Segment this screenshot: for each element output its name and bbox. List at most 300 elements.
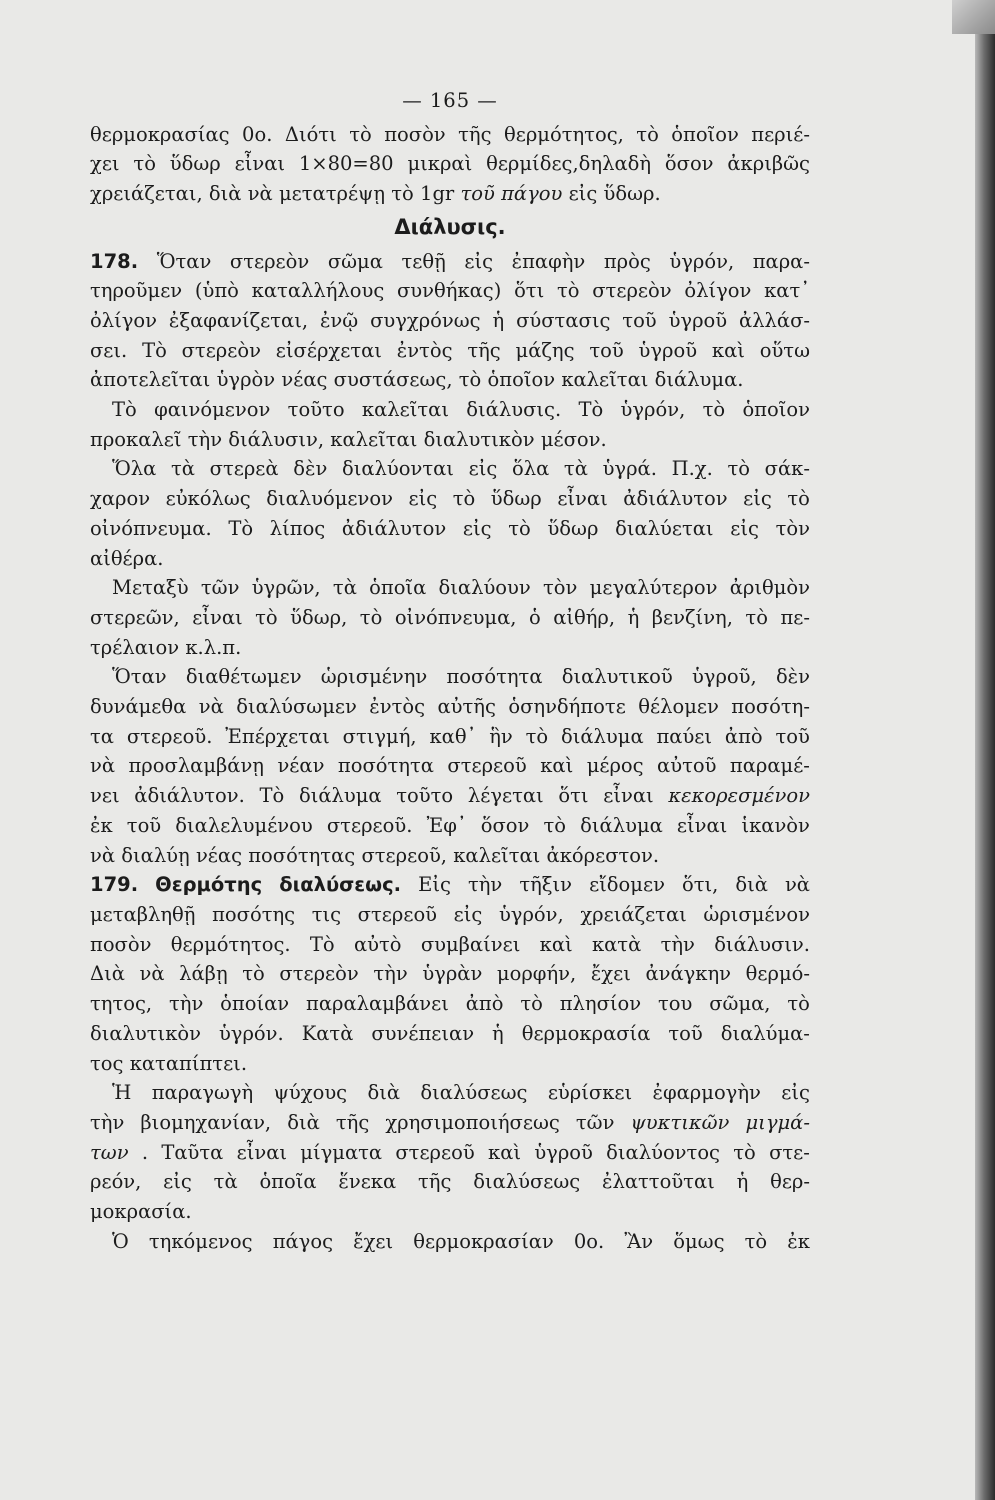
word: καθ᾽ bbox=[429, 724, 477, 748]
word: μίγματα bbox=[300, 1140, 383, 1164]
word: τος bbox=[90, 1051, 124, 1075]
text-line-l01 bbox=[90, 120, 810, 150]
word: διαλύοντος bbox=[606, 1140, 720, 1164]
word: ὑγρόν, bbox=[669, 249, 735, 273]
word: λίπος bbox=[269, 516, 326, 540]
word: τρέλαιον bbox=[90, 635, 180, 659]
word: οὕτω bbox=[759, 338, 810, 362]
word: κατ᾽ bbox=[764, 279, 810, 303]
word: μοκρασία. bbox=[90, 1200, 192, 1224]
word: ὁποῖον bbox=[742, 398, 810, 422]
word: διαλύουν bbox=[438, 576, 531, 600]
word: χρειάζεται, bbox=[90, 182, 203, 206]
word: διαλυτικὸν bbox=[90, 1021, 201, 1045]
text-line-l28 bbox=[90, 959, 810, 989]
word: πάγου bbox=[501, 182, 563, 206]
word: τητος, bbox=[90, 992, 153, 1016]
text-line-l30 bbox=[90, 1019, 810, 1049]
word: Διότι bbox=[284, 122, 337, 146]
word: εἰς bbox=[568, 182, 598, 206]
word: ὑγροῦ bbox=[638, 338, 698, 362]
word: τὸ bbox=[556, 279, 580, 303]
word: σει. bbox=[90, 338, 128, 362]
word: διάλυμα. bbox=[654, 368, 744, 392]
word: συμβαίνει bbox=[420, 932, 521, 956]
word: διαλελυμένου bbox=[175, 813, 313, 837]
text-line-l36 bbox=[90, 1197, 810, 1227]
word: ὑγρόν. bbox=[218, 1021, 284, 1045]
word: τοῦτο bbox=[396, 784, 454, 808]
word: 0ο. bbox=[573, 1229, 605, 1253]
word: ὁποῖον bbox=[487, 368, 556, 392]
word: εἰς bbox=[468, 457, 498, 481]
word: Τὸ bbox=[309, 932, 335, 956]
word: τὸ bbox=[349, 122, 372, 146]
word: ὕδωρ bbox=[547, 516, 599, 540]
word: ἀδιάλυτον. bbox=[134, 784, 245, 808]
word: διάλυσιν. bbox=[714, 932, 810, 956]
word: των bbox=[90, 1140, 129, 1164]
text-line-l25 bbox=[90, 870, 810, 900]
word: ἔχει bbox=[353, 1229, 394, 1253]
word: ὁποῖα bbox=[259, 1170, 317, 1194]
word: στερεοῦ bbox=[357, 902, 438, 926]
word: τῆξιν bbox=[519, 873, 573, 897]
word: τὸν bbox=[543, 576, 578, 600]
word: τοῦτο bbox=[287, 398, 345, 422]
word: θερμότητος, bbox=[503, 122, 624, 146]
word: νὰ bbox=[90, 754, 116, 778]
word: ὀλίγον bbox=[684, 279, 752, 303]
word: Τὸ bbox=[259, 784, 285, 808]
word: εἰς bbox=[464, 249, 494, 273]
word: τὴν bbox=[187, 427, 223, 451]
text-line-l31 bbox=[90, 1049, 810, 1079]
word: θερ- bbox=[770, 1170, 810, 1194]
word: διαλύσωμεν bbox=[236, 695, 357, 719]
word: ρεόν, bbox=[90, 1170, 142, 1194]
word: στερεὸν bbox=[279, 962, 359, 986]
word: καὶ bbox=[540, 754, 574, 778]
word: χρησιμοποιήσεως bbox=[385, 1110, 560, 1134]
word: στερεὸν bbox=[592, 279, 672, 303]
word: σάκ- bbox=[764, 457, 810, 481]
word: διαλύονται bbox=[341, 457, 454, 481]
word: σύστασις bbox=[516, 308, 611, 332]
word: αἰθέρα. bbox=[90, 546, 164, 570]
word: Διὰ bbox=[90, 962, 125, 986]
word: στερεὸν bbox=[181, 338, 261, 362]
word: ὕδωρ. bbox=[603, 182, 661, 206]
word: αὐτοῦ bbox=[657, 754, 717, 778]
word: καὶ bbox=[488, 1140, 522, 1164]
text-line-l37 bbox=[90, 1227, 810, 1257]
word: τὸ bbox=[745, 605, 768, 629]
word: τὰ bbox=[563, 457, 588, 481]
word: διάλυμα bbox=[561, 724, 644, 748]
text-line-l35 bbox=[90, 1167, 810, 1197]
word: διαλύῃ bbox=[121, 843, 190, 867]
word: τὸ bbox=[508, 516, 531, 540]
word: τὴν bbox=[467, 873, 503, 897]
word: αὐτῆς bbox=[437, 695, 496, 719]
word: εἰς bbox=[453, 902, 483, 926]
word: διαλύεται bbox=[615, 516, 714, 540]
word: εἶναι bbox=[234, 152, 286, 176]
word: χει bbox=[90, 152, 120, 176]
word: καλεῖται bbox=[561, 368, 649, 392]
word: Ὅλα bbox=[112, 457, 157, 481]
word: παρα- bbox=[752, 249, 810, 273]
word: ἡ bbox=[736, 1170, 749, 1194]
word: ὅσον bbox=[664, 152, 714, 176]
paragraph-block-2 bbox=[90, 247, 810, 1257]
text-line-l32 bbox=[90, 1078, 810, 1108]
word: θερμοκρασίαν bbox=[413, 1229, 554, 1253]
word: εἰς bbox=[408, 487, 438, 511]
word: τὸ bbox=[359, 605, 383, 629]
text-line-l17 bbox=[90, 633, 810, 663]
word: ὑγροῦ, bbox=[691, 665, 757, 689]
word: Ταῦτα bbox=[161, 1140, 224, 1164]
word: διαλυόμενον bbox=[266, 487, 393, 511]
word: τὴν bbox=[90, 1110, 125, 1134]
word: ἡ bbox=[492, 308, 505, 332]
word: τὸ bbox=[242, 962, 265, 986]
word: ἱκανὸν bbox=[741, 813, 810, 837]
word: τὰ bbox=[171, 457, 195, 481]
word: Τὸ bbox=[112, 398, 137, 422]
word: τοῦ bbox=[126, 813, 162, 837]
word: ὅσον bbox=[480, 813, 530, 837]
word: τὸ bbox=[702, 398, 726, 422]
word: τεθῇ bbox=[401, 249, 446, 273]
word: 1gr bbox=[420, 182, 455, 206]
word: εὐκόλως bbox=[165, 487, 251, 511]
word: Ἐφ᾽ bbox=[426, 813, 467, 837]
word: λέγεται bbox=[467, 784, 544, 808]
word: εἰς bbox=[462, 516, 492, 540]
word: ὁποῖον bbox=[671, 122, 739, 146]
word: εἶναι bbox=[603, 784, 654, 808]
word: τὴν bbox=[660, 932, 695, 956]
text-line-l05 bbox=[90, 276, 810, 306]
word: παραγωγὴ bbox=[151, 1081, 254, 1105]
word: περιέ- bbox=[751, 122, 810, 146]
word: τὸ bbox=[391, 182, 414, 206]
word: θερμοκρασία bbox=[521, 1021, 651, 1045]
word: ἀδιάλυτον bbox=[341, 516, 447, 540]
word: λάβῃ bbox=[179, 962, 228, 986]
word: αἰθήρ, bbox=[553, 605, 616, 629]
text-line-l13 bbox=[90, 514, 810, 544]
word: στερεοῦ bbox=[395, 1140, 475, 1164]
word: Κατὰ bbox=[301, 1021, 354, 1045]
word: τοῦ bbox=[668, 1021, 703, 1045]
word: Ἂν bbox=[624, 1229, 654, 1253]
word: διάλυμα bbox=[298, 784, 382, 808]
word: διάλυμα bbox=[580, 813, 663, 837]
word: ἐκ bbox=[90, 813, 113, 837]
word: ἔχει bbox=[590, 962, 631, 986]
text-line-l15 bbox=[90, 573, 810, 603]
word: Εἰς bbox=[418, 873, 451, 897]
word: νέαν bbox=[277, 754, 325, 778]
word: θέλομεν bbox=[638, 695, 719, 719]
word: διαθέτωμεν bbox=[185, 665, 302, 689]
word: ὡρισμένον bbox=[703, 902, 810, 926]
word: νὰ bbox=[247, 182, 273, 206]
paragraph-number: 178. bbox=[90, 249, 139, 273]
word: τὸ bbox=[458, 368, 482, 392]
word: ψύχους bbox=[273, 1081, 348, 1105]
word: συνέπειαν bbox=[371, 1021, 475, 1045]
word: εἶναι bbox=[676, 813, 728, 837]
text-line-l07 bbox=[90, 336, 810, 366]
word: ὕδωρ bbox=[169, 152, 221, 176]
text-line-l12 bbox=[90, 484, 810, 514]
text-line-l27 bbox=[90, 930, 810, 960]
word: τὸ bbox=[744, 1229, 768, 1253]
text-line-l09 bbox=[90, 395, 810, 425]
word: ἀπὸ bbox=[465, 992, 504, 1016]
word: τηροῦμεν bbox=[90, 279, 183, 303]
text-line-l34 bbox=[90, 1138, 810, 1168]
word: ὀλίγον bbox=[90, 308, 157, 332]
word: ἐκ bbox=[787, 1229, 810, 1253]
text-line-l06 bbox=[90, 306, 810, 336]
word: στερεὰ bbox=[209, 457, 279, 481]
word: (ὑπὸ bbox=[194, 279, 239, 303]
word: ὅμως bbox=[673, 1229, 725, 1253]
word: ἐφαρμογὴν bbox=[652, 1081, 761, 1105]
word: διαλυτικοῦ bbox=[561, 665, 673, 689]
word: νὰ bbox=[784, 873, 810, 897]
word: ἀνάγκην bbox=[645, 962, 732, 986]
word: ὅτι bbox=[558, 784, 589, 808]
word: συγχρόνως bbox=[370, 308, 481, 332]
word: δὲν bbox=[775, 665, 810, 689]
word: μικραὶ bbox=[407, 152, 473, 176]
word: καλεῖται bbox=[361, 398, 449, 422]
word: στιγμή, bbox=[342, 724, 417, 748]
text-line-l23 bbox=[90, 811, 810, 841]
word: συνθήκας) bbox=[397, 279, 502, 303]
word: νέας bbox=[195, 843, 242, 867]
word: ὑγροῦ bbox=[668, 308, 728, 332]
word: παραλαμβάνει bbox=[306, 992, 449, 1016]
word: στερεοῦ, bbox=[361, 843, 447, 867]
word: τὸ bbox=[543, 813, 567, 837]
word: φαινόμενον bbox=[154, 398, 271, 422]
word: τὸ bbox=[133, 152, 156, 176]
text-line-l29 bbox=[90, 989, 810, 1019]
text-line-l03 bbox=[90, 179, 810, 209]
word: προκαλεῖ bbox=[90, 427, 182, 451]
word: διὰ bbox=[367, 1081, 401, 1105]
word: καλεῖται bbox=[330, 427, 418, 451]
word: στερεὸν bbox=[229, 249, 310, 273]
word: ἀδιάλυτον bbox=[623, 487, 728, 511]
word: εἰσέρχεται bbox=[275, 338, 382, 362]
word: ἣν bbox=[489, 724, 513, 748]
word: παύει bbox=[656, 724, 713, 748]
word: σῶμα, bbox=[709, 992, 771, 1016]
word: κατὰ bbox=[591, 932, 642, 956]
word: τῶν bbox=[200, 576, 240, 600]
word: ποσότητα bbox=[337, 754, 434, 778]
word: ὑγρὰν bbox=[422, 962, 483, 986]
word: διάλυσις. bbox=[466, 398, 562, 422]
word: τὴν bbox=[168, 992, 204, 1016]
word: . bbox=[141, 1140, 149, 1164]
word: τοῦ bbox=[589, 338, 624, 362]
word: τῆς bbox=[417, 1170, 452, 1194]
word: εἴδομεν bbox=[589, 873, 665, 897]
word: τοῦ bbox=[775, 724, 810, 748]
word: ὅτι bbox=[514, 279, 545, 303]
word: νὰ bbox=[90, 843, 116, 867]
word: Τὸ bbox=[142, 338, 167, 362]
word: εἰς bbox=[730, 516, 759, 540]
page-edge-shadow bbox=[975, 0, 995, 1500]
word: θερμοκρασίας bbox=[90, 122, 230, 146]
word: δυνάμεθα bbox=[90, 695, 187, 719]
word: ὡρισμένην bbox=[320, 665, 428, 689]
text-line-l33 bbox=[90, 1108, 810, 1138]
word: βενζίνη, bbox=[651, 605, 733, 629]
word: ὑγροῦ bbox=[534, 1140, 593, 1164]
word: διάλυσιν, bbox=[228, 427, 325, 451]
word: εἰς bbox=[781, 1081, 810, 1105]
word: ἀριθμὸν bbox=[729, 576, 810, 600]
word: ὑγρόν, bbox=[620, 398, 686, 422]
word: ἀλλάσ- bbox=[739, 308, 810, 332]
word: τὸ bbox=[255, 605, 278, 629]
word: νέας bbox=[281, 368, 328, 392]
word: μέρος bbox=[586, 754, 644, 778]
word: τῆς bbox=[335, 1110, 370, 1134]
word: νὰ bbox=[198, 695, 224, 719]
word: διαλύσεως bbox=[473, 1170, 581, 1194]
page-text-block bbox=[90, 86, 810, 1256]
word: διὰ bbox=[735, 873, 768, 897]
word: ἡ bbox=[627, 605, 640, 629]
word: μορφήν, bbox=[496, 962, 577, 986]
word: οἰνόπνευμα, bbox=[394, 605, 517, 629]
word: μέσον. bbox=[540, 427, 607, 451]
word: Ὁ bbox=[112, 1229, 129, 1253]
word: τὸ bbox=[525, 724, 549, 748]
word: μετατρέψῃ bbox=[278, 182, 386, 206]
word: πλησίον bbox=[559, 992, 642, 1016]
word: Θερμότης bbox=[155, 873, 263, 897]
word: νει bbox=[90, 784, 120, 808]
text-line-l02 bbox=[90, 149, 810, 179]
word: τῶν bbox=[575, 1110, 615, 1134]
word: ψυκτικῶν bbox=[630, 1110, 730, 1134]
text-line-l10 bbox=[90, 425, 810, 455]
word: ποσὸν bbox=[90, 932, 152, 956]
word: τὰ bbox=[213, 1170, 238, 1194]
word: ἀπὸ bbox=[724, 724, 763, 748]
word: διὰ bbox=[208, 182, 242, 206]
word: σῶμα bbox=[327, 249, 383, 273]
word: καὶ bbox=[711, 338, 745, 362]
word: ὁποῖα bbox=[369, 576, 427, 600]
word: τοῦ bbox=[622, 308, 657, 332]
text-line-l21 bbox=[90, 751, 810, 781]
word: ἐνῷ bbox=[319, 308, 359, 332]
word: Ὅταν bbox=[156, 249, 212, 273]
word: ὑγρῶν, bbox=[251, 576, 321, 600]
word: ὑγρά. bbox=[602, 457, 657, 481]
word: ὅλα bbox=[511, 457, 550, 481]
word: ὁσηνδήποτε bbox=[508, 695, 626, 719]
word: ἡ bbox=[492, 1021, 504, 1045]
word: ὅτι, bbox=[681, 873, 719, 897]
word: κ.λ.π. bbox=[185, 635, 242, 659]
word: εἰς bbox=[163, 1170, 192, 1194]
word: δὲν bbox=[293, 457, 328, 481]
word: τὸ bbox=[636, 122, 659, 146]
word: διαλύμα- bbox=[720, 1021, 810, 1045]
word: 1×80=80 bbox=[298, 152, 394, 176]
word: μάζης bbox=[515, 338, 575, 362]
text-line-l19 bbox=[90, 692, 810, 722]
word: ὑγρὸν bbox=[216, 368, 276, 392]
word: στερεοῦ. bbox=[326, 813, 413, 837]
word: μιγμά- bbox=[745, 1110, 810, 1134]
word: ὁ bbox=[528, 605, 541, 629]
word: τὸ bbox=[787, 992, 810, 1016]
text-line-l04 bbox=[90, 247, 810, 277]
word: τις bbox=[311, 902, 342, 926]
paragraph-block-1 bbox=[90, 120, 810, 209]
word: τῆς bbox=[458, 122, 492, 146]
word: ποσότητας bbox=[248, 843, 356, 867]
word: τὸ bbox=[727, 457, 750, 481]
word: ἕνεκα bbox=[338, 1170, 397, 1194]
word: Τὸ bbox=[228, 516, 254, 540]
word: ὑγρόν, bbox=[498, 902, 564, 926]
word: διαλύσεως bbox=[420, 1081, 528, 1105]
word: χρειάζεται bbox=[580, 902, 687, 926]
word: ποσότητα bbox=[446, 665, 543, 689]
word: ὕδωρ, bbox=[290, 605, 348, 629]
word: τὰ bbox=[332, 576, 357, 600]
word: διαλυτικὸν bbox=[423, 427, 535, 451]
text-line-l26 bbox=[90, 900, 810, 930]
word: κεκορεσμένον bbox=[668, 784, 810, 808]
word: προσλαμβάνῃ bbox=[128, 754, 264, 778]
word: τὸ bbox=[520, 992, 543, 1016]
word: καὶ bbox=[539, 932, 573, 956]
word: ἀκόρεστον. bbox=[546, 843, 660, 867]
text-line-l11 bbox=[90, 454, 810, 484]
word: ὁποίαν bbox=[220, 992, 290, 1016]
word: καταπίπτει. bbox=[129, 1051, 248, 1075]
word: ποσὸν bbox=[384, 122, 446, 146]
text-line-l14 bbox=[90, 544, 810, 574]
word: πε- bbox=[780, 605, 810, 629]
text-line-l18 bbox=[90, 662, 810, 692]
word: τηκόμενος bbox=[148, 1229, 253, 1253]
word: ἐλαττοῦται bbox=[602, 1170, 715, 1194]
word: παραμέ- bbox=[729, 754, 810, 778]
word: θερμίδες,δηλαδὴ bbox=[486, 152, 652, 176]
word: στερεῶν, bbox=[90, 605, 180, 629]
